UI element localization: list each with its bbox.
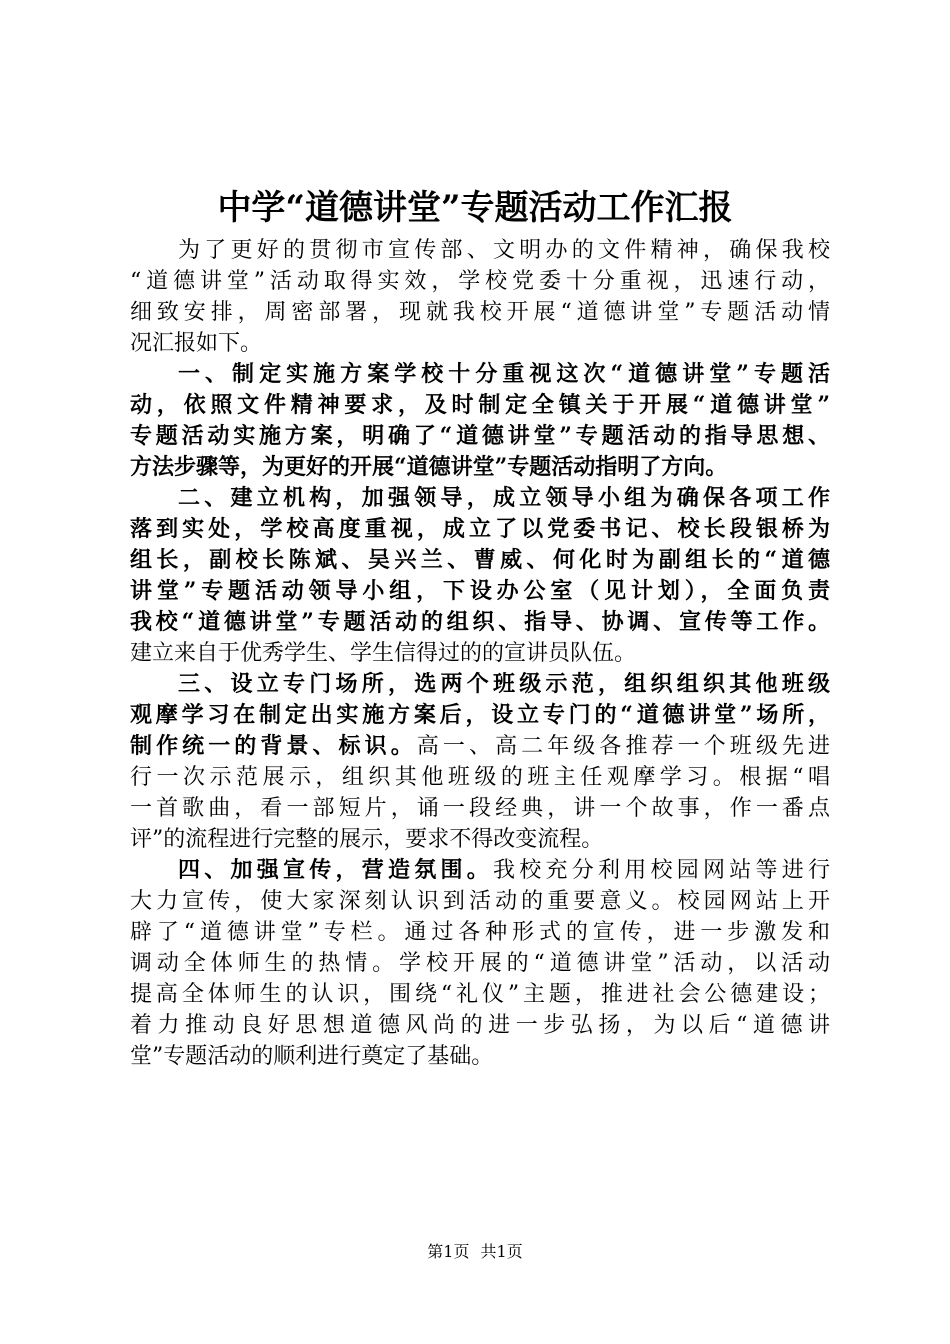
text-segment: 为了更好的贯彻市宣传部、文明办的文件精神，确保我校: [178, 238, 830, 263]
page-number: 第1页: [427, 1242, 470, 1261]
text-segment: 组长，副校长陈斌、吴兴兰、曹威、何化时为副组长的“道德: [130, 547, 830, 573]
text-line: [130, 855, 830, 886]
text-segment: 动，依照文件精神要求，及时制定全镇关于开展“道德讲堂”: [130, 392, 830, 418]
text-segment: 二、建立机构，加强领导，成立领导小组为确保各项工作: [178, 485, 830, 511]
text-segment: 讲堂”专题活动领导小组，下设办公室（见计划），全面负责: [130, 578, 830, 604]
text-line: [130, 669, 830, 700]
text-line: [130, 1010, 830, 1041]
page-total: 共1页: [480, 1242, 523, 1261]
text-segment: 落到实处，学校高度重视，成立了以党委书记、校长段银桥为: [130, 516, 830, 542]
text-line: [130, 514, 830, 545]
text-line: [130, 297, 830, 328]
text-segment: 专题活动实施方案，明确了“道德讲堂”专题活动的指导思想、: [130, 423, 830, 449]
text-segment: 辟了“道德讲堂”专栏。通过各种形式的宣传，进一步激发和: [130, 920, 830, 945]
text-line: [130, 824, 830, 855]
text-segment: 调动全体师生的热情。学校开展的“道德讲堂”活动，以活动: [130, 951, 830, 976]
text-line: [130, 638, 830, 669]
paragraph: [130, 669, 830, 855]
text-segment: 堂”专题活动的顺利进行奠定了基础。: [130, 1044, 494, 1069]
text-segment: 我校“道德讲堂”专题活动的组织、指导、协调、宣传等工作。: [130, 609, 830, 635]
document-body: [130, 235, 830, 1072]
text-segment: 方法步骤等，为更好的开展“道德讲堂”专题活动指明了方向。: [130, 454, 728, 480]
text-segment: 建立来自于优秀学生、学生信得过的的宣讲员队伍。: [130, 641, 637, 666]
paragraph: [130, 359, 830, 483]
text-line: [130, 359, 830, 390]
text-segment: 一、制定实施方案学校十分重视这次“道德讲堂”专题活: [178, 361, 830, 387]
text-segment: 一首歌曲，看一部短片，诵一段经典，讲一个故事，作一番点: [130, 796, 830, 821]
text-segment: 况汇报如下。: [130, 331, 263, 356]
text-line: [130, 762, 830, 793]
text-segment: 三、设立专门场所，选两个班级示范，组织组织其他班级: [178, 671, 830, 697]
text-line: [130, 917, 830, 948]
paragraph: [130, 235, 830, 359]
text-segment: 提高全体师生的认识，围绕“礼仪”主题，推进社会公德建设；: [130, 982, 830, 1007]
text-line: [130, 390, 830, 421]
page-title: 中学“道德讲堂”专题活动工作汇报: [217, 188, 733, 228]
text-segment: 评”的流程进行完整的展示，要求不得改变流程。: [130, 827, 604, 852]
text-segment: 我校充分利用校园网站等进行: [493, 858, 830, 883]
text-segment: 观摩学习在制定出实施方案后，设立专门的“道德讲堂”场所，: [130, 702, 830, 728]
text-line: [130, 948, 830, 979]
text-segment: 大力宣传，使大家深刻认识到活动的重要意义。校园网站上开: [130, 889, 830, 914]
text-line: [130, 979, 830, 1010]
text-line: [130, 886, 830, 917]
text-segment: 四、加强宣传，营造氛围。: [178, 857, 493, 883]
paragraph: [130, 855, 830, 1072]
text-line: [130, 700, 830, 731]
text-line: [130, 452, 830, 483]
text-line: [130, 1041, 830, 1072]
text-line: [130, 545, 830, 576]
text-line: [130, 266, 830, 297]
text-line: [130, 607, 830, 638]
paragraph: [130, 483, 830, 669]
text-segment: 行一次示范展示，组织其他班级的班主任观摩学习。根据“唱: [130, 765, 830, 790]
text-segment: “道德讲堂”活动取得实效，学校党委十分重视，迅速行动，: [130, 269, 830, 294]
text-line: [130, 421, 830, 452]
text-segment: 制作统一的背景、标识。: [130, 733, 417, 759]
text-line: [130, 576, 830, 607]
text-segment: 高一、高二年级各推荐一个班级先进: [416, 734, 830, 759]
text-line: [130, 731, 830, 762]
page-footer: [0, 1240, 950, 1264]
text-segment: 着力推动良好思想道德风尚的进一步弘扬，为以后“道德讲: [130, 1013, 830, 1038]
text-line: [130, 328, 830, 359]
text-line: [130, 235, 830, 266]
text-segment: 细致安排，周密部署，现就我校开展“道德讲堂”专题活动情: [130, 300, 830, 325]
text-line: [130, 483, 830, 514]
text-line: [130, 793, 830, 824]
